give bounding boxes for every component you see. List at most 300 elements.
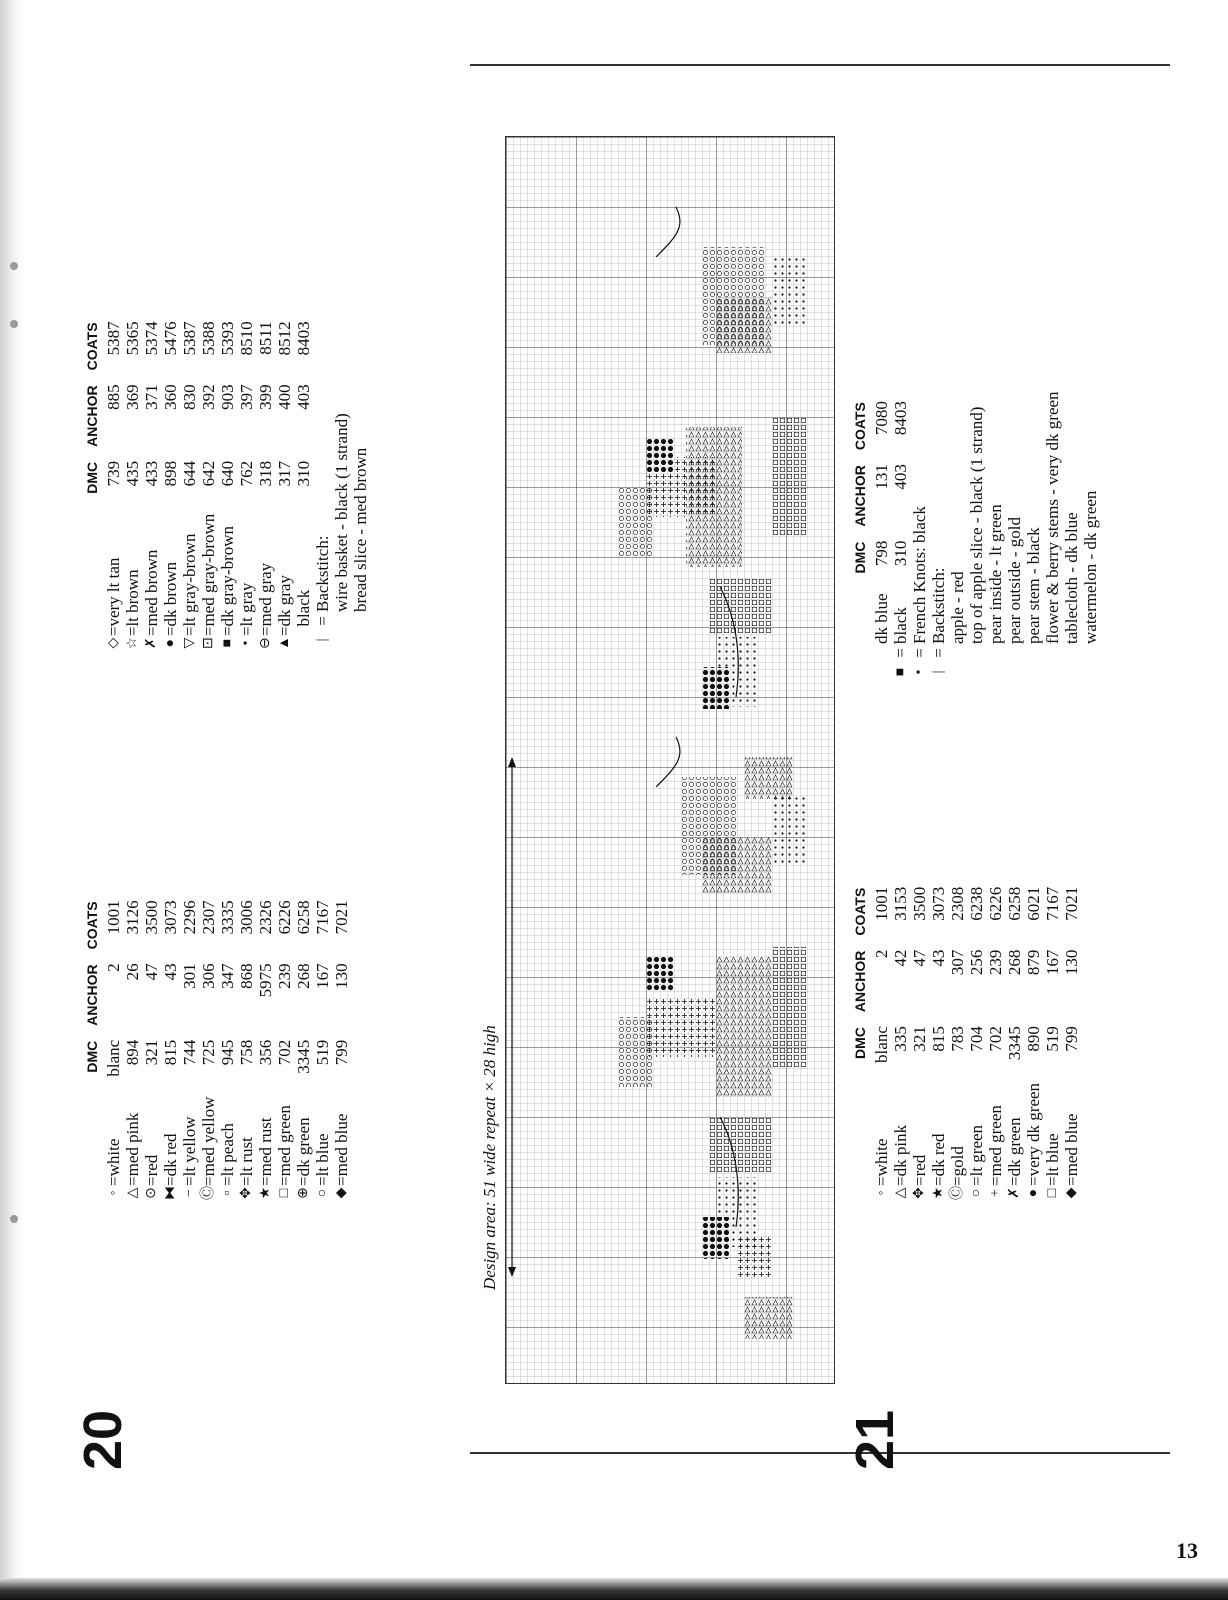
equals-sign: = [104, 626, 123, 637]
coats-number: 5365 [123, 321, 142, 356]
coats-number: 6258 [294, 900, 313, 935]
stitch-symbol-icon: ● [1026, 1188, 1041, 1198]
equals-sign: = [275, 1176, 294, 1186]
anchor-number: 42 [891, 949, 910, 967]
spacer [948, 644, 967, 662]
color-name: lt peach [218, 1123, 237, 1177]
equals-sign: = [161, 626, 180, 637]
top-rule [470, 64, 1170, 66]
color-name: lt rust [237, 1137, 256, 1177]
coats-number: 8510 [237, 321, 256, 356]
stitch-symbol-icon: ⊖ [258, 637, 273, 649]
coats-number: 2308 [948, 886, 967, 921]
color-name: dk gray-brown [218, 525, 237, 627]
coats-number: 3006 [237, 900, 256, 935]
color-name: red [142, 1154, 161, 1177]
backstitch-line: wire basket - black (1 strand) [332, 413, 351, 612]
dmc-number: 739 [104, 460, 123, 487]
equals-sign: = [237, 1176, 256, 1186]
key-row [872, 401, 891, 682]
equals-sign: = [948, 1176, 967, 1186]
equals-sign: = [180, 1176, 199, 1186]
equals-sign: = [1062, 1176, 1081, 1186]
anchor-number: 167 [313, 963, 332, 989]
spacer [1024, 662, 1043, 682]
color-name: black [294, 589, 313, 627]
equals-sign: = [218, 1176, 237, 1186]
color-name: med gray-brown [199, 513, 218, 627]
dmc-number: 335 [891, 1026, 910, 1052]
anchor-number: 130 [332, 963, 351, 989]
stitch-symbol-icon: ✗ [144, 637, 159, 649]
stitch-symbol-icon: ☆ [125, 636, 140, 650]
design-20-number-wrap [73, 1409, 133, 1470]
backstitch-line: watermelon - dk green [1081, 490, 1100, 644]
key-row [1005, 887, 1024, 1200]
stitch-symbol-icon: ⊡ [201, 637, 216, 649]
design-21-key-a-wrap [848, 886, 1081, 1200]
binding-hole [10, 1215, 18, 1223]
coats-number: 3153 [891, 886, 910, 921]
stitch-symbol-icon: ▽ [182, 637, 197, 649]
key-column-header: ANCHOR [852, 950, 868, 1013]
backstitch-line-row [1043, 391, 1062, 682]
color-name: med pink [123, 1112, 142, 1177]
binding-hole [10, 262, 18, 270]
french-knots-text: French Knots: black [910, 506, 929, 644]
spacer [1005, 644, 1024, 662]
key-header-blank [848, 644, 872, 662]
equals-sign: = [986, 1176, 1005, 1186]
bottom-rule [470, 1452, 1170, 1454]
coats-number: 6258 [1005, 886, 1024, 921]
dmc-number: 356 [256, 1039, 275, 1066]
color-name: black [891, 607, 910, 644]
key-column-header: DMC [852, 541, 868, 574]
color-name: lt yellow [180, 1116, 199, 1177]
key-row [1043, 887, 1062, 1200]
anchor-number: 403 [294, 384, 313, 410]
dmc-number: 433 [142, 460, 161, 487]
design-21-key-a [848, 887, 1081, 1200]
color-name: white [872, 1138, 891, 1177]
anchor-number: 903 [218, 384, 237, 410]
coats-number: 7167 [1043, 886, 1062, 921]
key-row [180, 321, 199, 650]
coats-number: 8511 [256, 321, 275, 355]
cross-stitch-chart [505, 136, 835, 1384]
color-name: gold [948, 1146, 967, 1177]
key-header-row [848, 401, 872, 682]
spacer [986, 662, 1005, 682]
dmc-number: blanc [872, 1026, 891, 1063]
backstitch-line-row [967, 391, 986, 682]
equals-sign: = [180, 626, 199, 637]
dmc-number: 642 [199, 460, 218, 487]
equals-sign: = [929, 1176, 948, 1186]
design-20-key-b-wrap [80, 321, 370, 650]
anchor-number: 868 [237, 963, 256, 989]
color-name: med green [275, 1105, 294, 1177]
color-name: med green [986, 1105, 1005, 1177]
coats-number: 3335 [218, 900, 237, 935]
anchor-number: 268 [294, 963, 313, 989]
equals-sign: = [256, 626, 275, 637]
stitch-symbol-icon: ▫ [220, 1190, 235, 1196]
design-20-key-b [80, 321, 313, 650]
coats-number: 5393 [218, 321, 237, 356]
equals-sign: = [104, 1176, 123, 1186]
dmc-number: 744 [180, 1039, 199, 1066]
spacer [1062, 644, 1081, 662]
anchor-number: 301 [180, 963, 199, 989]
dmc-number: 640 [218, 460, 237, 487]
key-column-header: ANCHOR [84, 385, 100, 447]
dmc-number: 758 [237, 1039, 256, 1066]
key-row [104, 321, 123, 650]
anchor-number: 369 [123, 384, 142, 410]
stitch-symbol-icon: ⧓ [163, 1186, 178, 1200]
equals-sign: = [929, 648, 948, 658]
backstitch-line-row [1005, 391, 1024, 682]
dmc-number: 894 [123, 1039, 142, 1066]
coats-number: 7167 [313, 900, 332, 935]
backstitch-line: apple - red [948, 571, 967, 644]
coats-number: 7021 [1062, 886, 1081, 921]
anchor-number: 360 [161, 384, 180, 410]
stitch-symbol-icon: △ [893, 1187, 908, 1199]
key-row [142, 900, 161, 1200]
anchor-number: 2 [104, 963, 123, 972]
spacer [986, 644, 1005, 662]
key-row [237, 321, 256, 650]
anchor-number: 371 [142, 384, 161, 410]
color-name: dk gray [275, 575, 294, 627]
color-name: dk green [294, 1117, 313, 1177]
stitch-symbol-icon: ◆ [334, 1187, 349, 1199]
stitch-symbol-icon: ✥ [912, 1187, 927, 1199]
design-21-notes [910, 391, 1100, 682]
dmc-number: 815 [161, 1039, 180, 1066]
spacer [332, 630, 351, 650]
color-name: white [104, 1138, 123, 1177]
anchor-number: 268 [1005, 949, 1024, 976]
stitch-symbol-icon: ○ [315, 1188, 330, 1198]
dmc-number: 799 [332, 1039, 351, 1066]
dmc-number: 310 [294, 460, 313, 487]
equals-sign: = [294, 1176, 313, 1186]
page-binding-edge [0, 0, 24, 1600]
coats-number: 8403 [891, 401, 910, 436]
stitch-symbol-icon: ◆ [1064, 1187, 1079, 1199]
equals-sign: = [313, 616, 332, 626]
color-name: med gray [256, 562, 275, 627]
coats-number: 1001 [104, 900, 123, 935]
equals-sign: = [1024, 1176, 1043, 1186]
color-name: dk blue [872, 593, 891, 644]
french-knot-symbol-icon: • [912, 669, 927, 675]
dmc-number: blanc [104, 1039, 123, 1077]
backstitch-line: tablecloth - dk blue [1062, 512, 1081, 644]
equals-sign: = [967, 1176, 986, 1186]
color-name: very dk green [1024, 1082, 1043, 1177]
stitch-symbol-icon: ◦ [874, 1190, 889, 1196]
dmc-number: 318 [256, 460, 275, 487]
color-name: red [910, 1154, 929, 1177]
key-row [294, 321, 313, 650]
dmc-number: 644 [180, 460, 199, 487]
key-row [123, 321, 142, 650]
spacer [967, 662, 986, 682]
equals-sign: = [910, 648, 929, 658]
key-row [123, 900, 142, 1200]
coats-number: 2307 [199, 900, 218, 935]
color-name: med brown [142, 549, 161, 627]
anchor-number: 307 [948, 949, 967, 976]
coats-number: 6226 [275, 900, 294, 935]
design-20-backstitch-note [313, 321, 370, 650]
stitch-symbol-icon: ★ [258, 1186, 273, 1200]
spacer [967, 644, 986, 662]
anchor-number: 2 [872, 949, 891, 959]
dmc-number: 519 [1043, 1026, 1062, 1052]
coats-number: 5388 [199, 321, 218, 356]
key-header-blank [80, 1176, 104, 1186]
dmc-number: 702 [986, 1026, 1005, 1052]
dmc-number: 704 [967, 1026, 986, 1052]
anchor-number: 403 [891, 464, 910, 490]
color-name: lt blue [313, 1133, 332, 1177]
color-name: dk green [1005, 1117, 1024, 1177]
key-header-blank [80, 1091, 104, 1177]
anchor-number: 47 [142, 963, 161, 981]
key-header-blank [80, 636, 104, 650]
key-header-row [80, 900, 104, 1200]
backstitch-title-row [313, 321, 332, 650]
key-header-blank [80, 627, 104, 637]
dmc-number: 435 [123, 460, 142, 487]
coats-number: 8512 [275, 321, 294, 356]
key-column-header: COATS [84, 322, 100, 371]
equals-sign [872, 644, 891, 662]
equals-sign [294, 627, 313, 637]
stitch-symbol-icon: △ [125, 1187, 140, 1199]
color-name: dk brown [161, 561, 180, 627]
key-header-blank [848, 1176, 872, 1186]
key-row [891, 401, 910, 682]
coats-number: 3126 [123, 900, 142, 935]
key-row [218, 321, 237, 650]
color-name: lt gray [237, 582, 256, 627]
coats-number: 6226 [986, 886, 1005, 921]
anchor-number: 399 [256, 384, 275, 410]
dmc-number: 815 [929, 1026, 948, 1052]
dmc-number: 310 [891, 540, 910, 567]
stitch-symbol-icon: ▲ [277, 636, 292, 650]
backstitch-title-row [929, 391, 948, 682]
color-name: lt green [967, 1124, 986, 1177]
spacer [1081, 644, 1100, 662]
dmc-number: 898 [161, 460, 180, 487]
equals-sign: = [891, 1176, 910, 1186]
coats-number: 7021 [332, 900, 351, 935]
design-20-key-a-wrap [80, 900, 351, 1200]
key-header-row [848, 887, 872, 1200]
dmc-number: 798 [872, 540, 891, 567]
key-row [256, 321, 275, 650]
stitch-symbol-icon: − [182, 1189, 197, 1197]
equals-sign: = [313, 1176, 332, 1186]
stitch-symbol-icon: ◇ [106, 637, 121, 649]
key-column-header: COATS [84, 901, 100, 950]
equals-sign: = [218, 626, 237, 637]
spacer [332, 612, 351, 630]
color-name: med blue [332, 1113, 351, 1177]
coats-number: 1001 [872, 886, 891, 921]
coats-number: 5374 [142, 321, 161, 356]
coats-number: 6238 [967, 886, 986, 921]
design-20-key-a [80, 900, 351, 1200]
spacer [1043, 662, 1062, 682]
anchor-number: 5975 [256, 963, 275, 998]
anchor-number: 400 [275, 384, 294, 410]
key-row [948, 887, 967, 1200]
spacer [1062, 662, 1081, 682]
key-row [218, 900, 237, 1200]
anchor-number: 347 [218, 963, 237, 989]
backstitch-line-row [1062, 391, 1081, 682]
backstitch-line-row [1081, 391, 1100, 682]
key-row [332, 900, 351, 1200]
stitch-symbol-icon: ■ [220, 638, 235, 648]
stitch-symbol-icon: ⊕ [296, 1187, 311, 1199]
equals-sign: = [161, 1176, 180, 1186]
design-21-key-b [848, 401, 910, 682]
key-header-blank [848, 1186, 872, 1200]
backstitch-symbol-icon: | [315, 638, 330, 642]
spacer [351, 630, 370, 650]
key-row [275, 321, 294, 650]
anchor-number: 43 [929, 949, 948, 967]
coats-number: 3500 [910, 886, 929, 921]
stitch-symbol-icon: ● [163, 638, 178, 648]
key-row [256, 900, 275, 1200]
key-row [872, 887, 891, 1200]
coats-number: 2326 [256, 900, 275, 935]
stitch-symbol-icon: ✗ [1007, 1187, 1022, 1199]
binding-hole [10, 320, 18, 328]
color-name: med yellow [199, 1096, 218, 1177]
equals-sign: = [237, 626, 256, 637]
dmc-number: 725 [199, 1039, 218, 1066]
design-21-number-wrap [845, 1409, 905, 1470]
design-21-number: 21 [845, 1409, 905, 1470]
color-name: dk pink [891, 1124, 910, 1177]
key-row [142, 321, 161, 650]
spacer [948, 662, 967, 682]
stitch-symbol-icon: ◦ [106, 1190, 121, 1196]
stitch-symbol-icon: □ [277, 1188, 292, 1198]
key-row [313, 900, 332, 1200]
key-row [199, 321, 218, 650]
anchor-number: 131 [872, 464, 891, 490]
backstitch-line-row [948, 391, 967, 682]
equals-sign: = [1005, 1176, 1024, 1186]
backstitch-line: top of apple slice - black (1 strand) [967, 406, 986, 644]
backstitch-title: Backstitch: [929, 567, 948, 644]
anchor-number: 885 [104, 384, 123, 410]
spacer [1081, 662, 1100, 682]
key-header-blank [848, 1077, 872, 1176]
key-row [1062, 887, 1081, 1200]
color-name: dk red [161, 1133, 180, 1177]
equals-sign: = [142, 626, 161, 637]
backstitch-line: bread slice - med brown [351, 447, 370, 612]
dmc-number: 799 [1062, 1026, 1081, 1052]
key-column-header: DMC [852, 1027, 868, 1059]
color-name: med rust [256, 1117, 275, 1177]
coats-number: 7080 [872, 401, 891, 436]
anchor-number: 167 [1043, 949, 1062, 976]
key-column-header: ANCHOR [852, 465, 868, 527]
color-name: lt brown [123, 569, 142, 627]
equals-sign: = [123, 626, 142, 637]
key-header-row [80, 321, 104, 650]
color-name: med blue [1062, 1113, 1081, 1177]
dmc-number: 321 [142, 1039, 161, 1066]
key-row [161, 321, 180, 650]
dmc-number: 702 [275, 1039, 294, 1066]
key-row [986, 887, 1005, 1200]
key-column-header: COATS [852, 402, 868, 451]
anchor-number: 130 [1062, 949, 1081, 976]
key-row [275, 900, 294, 1200]
anchor-number: 43 [161, 963, 180, 981]
key-column-header: DMC [84, 461, 100, 494]
equals-sign: = [256, 1176, 275, 1186]
stitch-symbol-icon: ✥ [239, 1187, 254, 1199]
dmc-number: 945 [218, 1039, 237, 1066]
color-name: dk red [929, 1133, 948, 1177]
backstitch-line-row [986, 391, 1005, 682]
stitch-symbol-icon: ⊙ [144, 1187, 159, 1199]
equals-sign: = [872, 1176, 891, 1186]
key-row [891, 887, 910, 1200]
stitch-symbol-icon: Ⓒ [201, 1186, 216, 1200]
key-row [294, 900, 313, 1200]
spacer [351, 612, 370, 630]
anchor-number: 239 [275, 963, 294, 989]
equals-sign: = [199, 1176, 218, 1186]
dmc-number: 519 [313, 1039, 332, 1066]
coats-number: 6021 [1024, 886, 1043, 921]
equals-sign: = [1043, 1176, 1062, 1186]
backstitch-title: Backstitch: [313, 535, 332, 612]
stitch-symbol-icon: ■ [893, 667, 908, 677]
dmc-number: 783 [948, 1026, 967, 1052]
backstitch-line-row [1024, 391, 1043, 682]
design-area-caption-wrap [480, 1025, 499, 1290]
design-20-number: 20 [73, 1409, 133, 1470]
key-row [199, 900, 218, 1200]
backstitch-line: flower & berry stems - very dk green [1043, 391, 1062, 644]
color-name: lt gray-brown [180, 533, 199, 627]
key-row [910, 887, 929, 1200]
dmc-number: 3345 [294, 1039, 313, 1074]
dmc-number: 890 [1024, 1026, 1043, 1052]
anchor-number: 47 [910, 949, 929, 967]
coats-number: 5387 [180, 321, 199, 356]
